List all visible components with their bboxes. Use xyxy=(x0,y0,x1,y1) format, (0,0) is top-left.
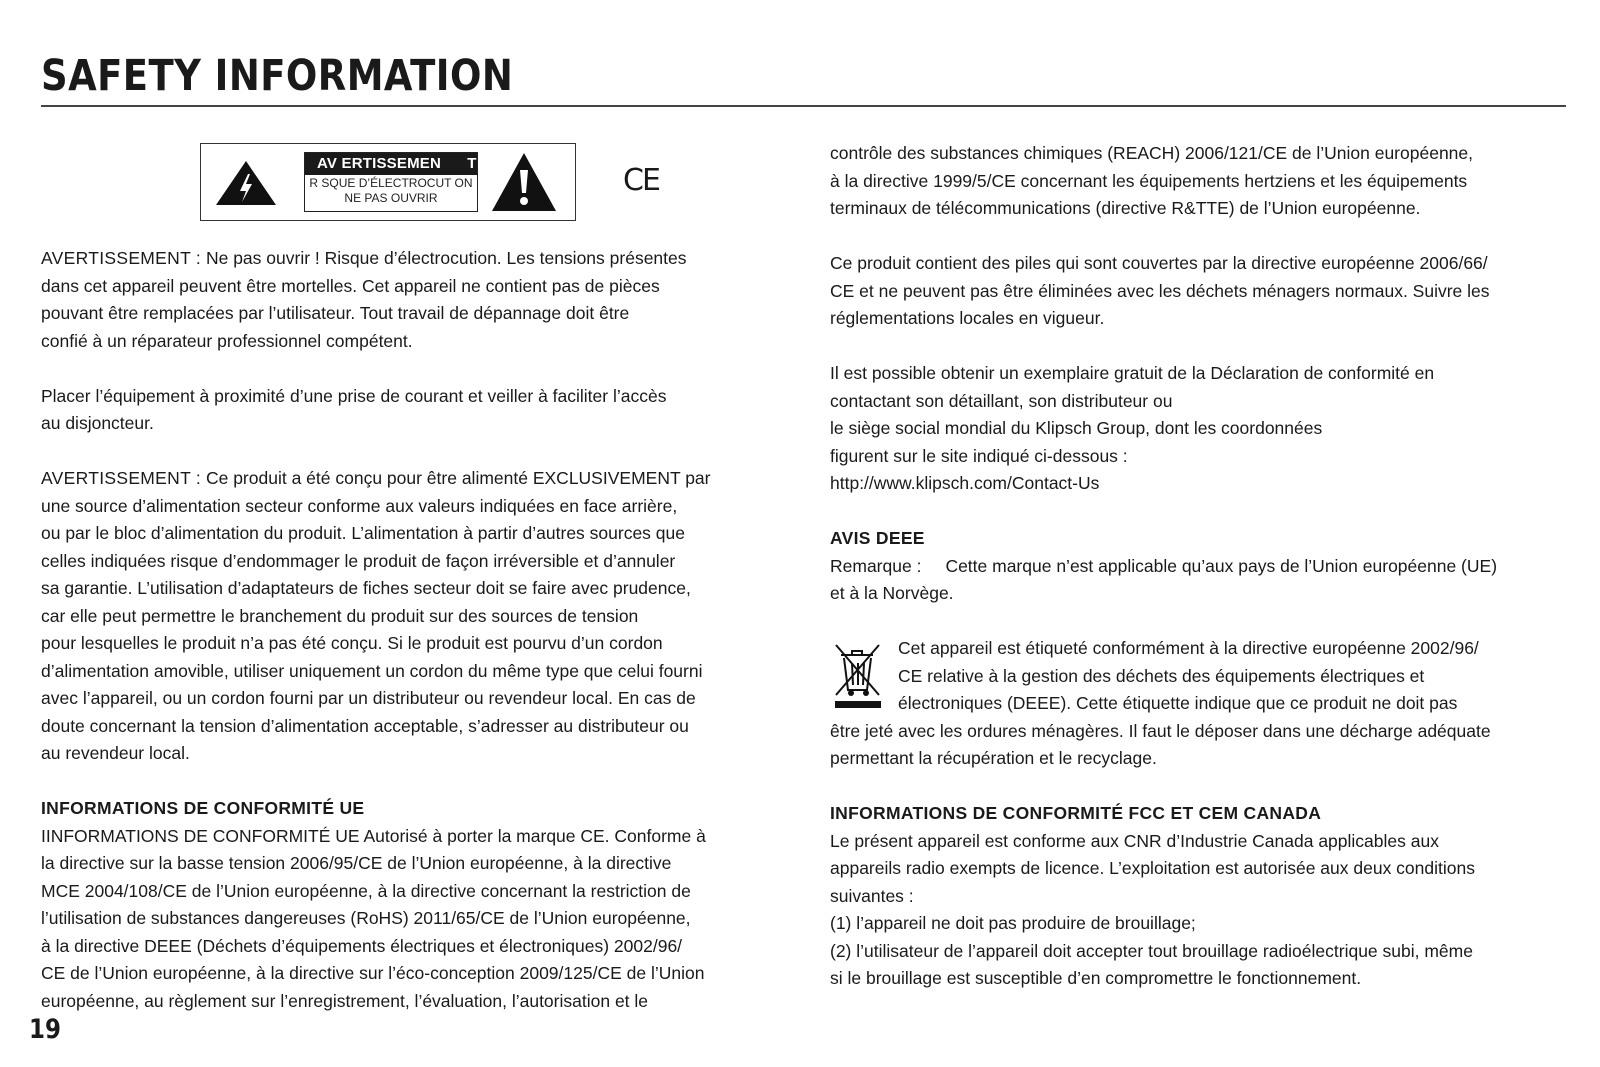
text-line: si le brouillage est susceptible d’en compromettre le fonctionnement. xyxy=(830,968,1362,988)
text-line: CE de l’Union européenne, à la directive sur l’éco-conception 2009/125/CE de l’Union xyxy=(41,963,705,983)
right-column xyxy=(830,140,1555,993)
text-line: Il est possible obtenir un exemplaire gratuit de la Déclaration de conformité en xyxy=(830,363,1435,383)
text-line: au disjoncteur. xyxy=(41,413,154,433)
text-line: Placer l’équipement à proximité d’une prise de courant et veiller à faciliter l’accès xyxy=(41,385,667,406)
text-line: le siège social mondial du Klipsch Group, dont les coordonnées xyxy=(830,418,1323,438)
page-number: 19 xyxy=(29,1014,61,1045)
page-title: SAFETY INFORMATION xyxy=(41,51,514,101)
note-label: Remarque : xyxy=(830,555,922,576)
warning-line: R SQUE D’ÉLECTROCUT ON xyxy=(309,176,473,190)
text-line: une source d’alimentation secteur conforme aux valeurs indiquées en face arrière, xyxy=(41,495,678,516)
section-heading: INFORMATIONS DE CONFORMITÉ FCC ET CEM CANADA xyxy=(830,803,1322,823)
text-line: Ne pas ouvrir ! Risque d’électrocution. Les tensions présentes xyxy=(201,248,687,268)
text-line: à la directive DEEE (Déchets d’équipements électriques et électroniques) 2002/96/ xyxy=(41,935,683,956)
text-line: celles indiquées risque d’endommager le produit de façon irréversible et d’annuler xyxy=(41,550,676,571)
text-line: ou par le bloc d’alimentation du produit. L’alimentation à partir d’autres sources que xyxy=(41,523,685,543)
section-heading: INFORMATIONS DE CONFORMITÉ UE xyxy=(41,798,365,818)
text-line: Ce produit contient des piles qui sont couvertes par la directive européenne 2006/66/ xyxy=(830,253,1488,273)
text-line: pouvant être remplacées par l’utilisateur. Tout travail de dépannage doit être xyxy=(41,303,630,323)
title-divider xyxy=(41,105,1566,107)
section-heading: AVIS DEEE xyxy=(830,528,925,548)
text-line: pour lesquelles le produit n’a pas été conçu. Si le produit est pourvu d’un cordon xyxy=(41,633,663,653)
text-line: terminaux de télécommunications (directive R&TTE) de l’Union européenne. xyxy=(830,198,1421,218)
text-line: la directive sur la basse tension 2006/95/CE de l’Union européenne, à la directive xyxy=(41,853,672,873)
text-line: confié à un réparateur professionnel compétent. xyxy=(41,330,413,351)
warning-line: NE PAS OUVRIR xyxy=(344,191,438,205)
warning-text-box xyxy=(304,152,478,212)
text-line: contactant son détaillant, son distributeur ou xyxy=(830,390,1173,411)
contact-url: http://www.klipsch.com/Contact-Us xyxy=(830,473,1100,493)
paragraph xyxy=(41,465,761,493)
text-line: avec l’appareil, ou un cordon fourni par un distributeur ou revendeur local. En cas de xyxy=(41,688,696,708)
text-line: à la directive 1999/5/CE concernant les équipements hertziens et les équipements xyxy=(830,170,1468,191)
text-line: IINFORMATIONS DE CONFORMITÉ UE Autorisé à porter la marque CE. Conforme à xyxy=(41,825,706,846)
crossed-out-bin-icon xyxy=(833,641,885,709)
text-line: européenne, au règlement sur l’enregistrement, l’évaluation, l’autorisation et le xyxy=(41,990,649,1011)
text-line: Le présent appareil est conforme aux CNR d’Industrie Canada applicables aux xyxy=(830,830,1439,851)
note-text: Cette marque n’est applicable qu’aux pays de l’Union européenne (UE) xyxy=(945,555,1498,576)
text-line: MCE 2004/108/CE de l’Union européenne, à la directive concernant la restriction de xyxy=(41,880,691,901)
text-line: appareils radio exempts de licence. L’exploitation est autorisée aux deux conditions xyxy=(830,858,1475,878)
text-line: être jeté avec les ordures ménagères. Il faut le déposer dans une décharge adéquate xyxy=(830,720,1491,741)
text-line: Ce produit a été conçu pour être alimenté EXCLUSIVEMENT par xyxy=(201,468,711,488)
text-line: CE relative à la gestion des déchets des équipements électriques et xyxy=(898,665,1425,686)
text-line: suivantes : xyxy=(830,885,914,906)
text-line: (1) l’appareil ne doit pas produire de brouillage; xyxy=(830,913,1196,933)
warning-lead: AVERTISSEMENT : xyxy=(41,248,202,268)
ce-mark: CE xyxy=(623,163,659,198)
high-voltage-icon xyxy=(215,160,277,206)
text-line: au revendeur local. xyxy=(41,743,190,763)
text-line: doute concernant la tension d’alimentation acceptable, s’adresser au distributeur ou xyxy=(41,715,689,736)
text-line: CE et ne peuvent pas être éliminées avec les déchets ménagers normaux. Suivre les xyxy=(830,280,1490,301)
text-line: permettant la récupération et le recyclage. xyxy=(830,748,1157,768)
text-line: sa garantie. L’utilisation d’adaptateurs de fiches secteur doit se faire avec prudence, xyxy=(41,578,691,598)
text-line: dans cet appareil peuvent être mortelles. Cet appareil ne contient pas de pièces xyxy=(41,275,660,296)
text-line: et à la Norvège. xyxy=(830,583,954,603)
warning-heading: AV ERTISSEMEN T xyxy=(305,153,477,175)
text-line: réglementations locales en vigueur. xyxy=(830,308,1105,328)
text-line: d’alimentation amovible, utiliser uniquement un cordon du même type que celui fourni xyxy=(41,660,703,681)
text-line: électroniques (DEEE). Cette étiquette indique que ce produit ne doit pas xyxy=(898,693,1458,713)
left-column xyxy=(41,245,761,1015)
paragraph xyxy=(830,553,1555,581)
text-line: figurent sur le site indiqué ci-dessous : xyxy=(830,445,1128,466)
text-line: (2) l’utilisateur de l’appareil doit accepter tout brouillage radioélectrique subi, même xyxy=(830,940,1473,961)
electric-shock-warning-label xyxy=(200,143,576,221)
warning-lead: AVERTISSEMENT : xyxy=(41,468,202,488)
text-line: Cet appareil est étiqueté conformément à la directive européenne 2002/96/ xyxy=(898,638,1479,658)
paragraph xyxy=(41,245,761,273)
text-line: l’utilisation de substances dangereuses (RoHS) 2011/65/CE de l’Union européenne, xyxy=(41,908,691,928)
text-line: car elle peut permettre le branchement du produit sur des sources de tension xyxy=(41,605,639,626)
text-line: contrôle des substances chimiques (REACH) 2006/121/CE de l’Union européenne, xyxy=(830,143,1474,163)
exclamation-warning-icon xyxy=(491,152,557,212)
